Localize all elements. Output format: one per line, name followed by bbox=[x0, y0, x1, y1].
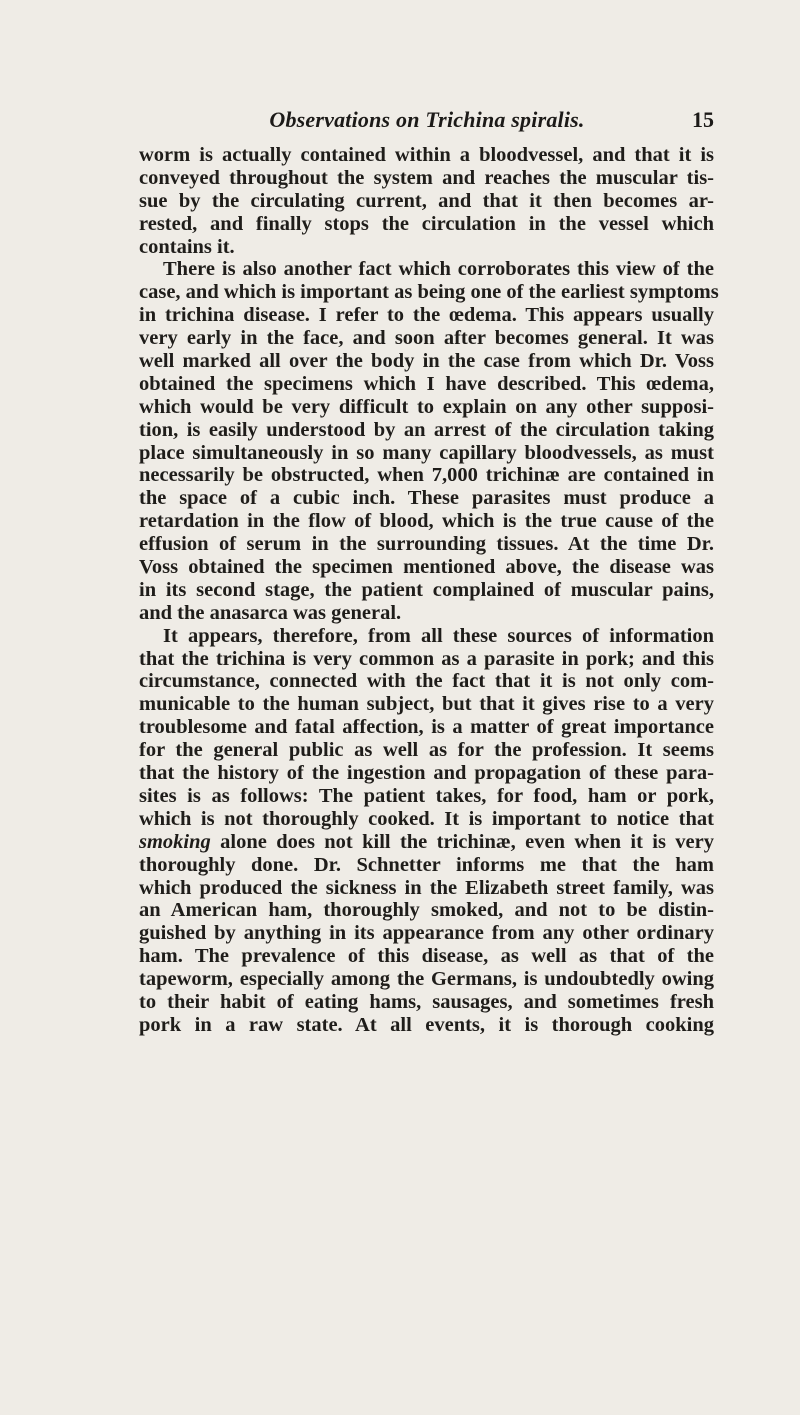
body-text bbox=[139, 144, 719, 1037]
text-line: that the history of the ingestion and propagation of these para- bbox=[139, 762, 714, 785]
text-line: effusion of serum in the surrounding tissues. At the time Dr. bbox=[139, 533, 714, 556]
text-line: retardation in the flow of blood, which is the true cause of the bbox=[139, 510, 714, 533]
page-number: 15 bbox=[692, 107, 714, 132]
text-line: obtained the specimens which I have described. This œdema, bbox=[139, 372, 714, 395]
text-line: necessarily be obstructed, when 7,000 trichinæ are contained in bbox=[139, 464, 714, 487]
paragraph-1 bbox=[139, 144, 714, 258]
text-line: case, and which is important as being one of the earliest symptoms bbox=[139, 281, 719, 304]
text-line-rest: alone does not kill the trichinæ, even when it is very bbox=[220, 830, 715, 853]
text-line: in trichina disease. I refer to the œdema. This appears usually bbox=[139, 304, 714, 327]
text-line: Voss obtained the specimen mentioned above, the disease was bbox=[139, 556, 714, 579]
text-line: sites is as follows: The patient takes, for food, ham or pork, bbox=[139, 784, 714, 807]
text-line: in its second stage, the patient complained of muscular pains, bbox=[139, 578, 714, 601]
text-line: worm is actually contained within a bloodvessel, and that it is bbox=[139, 144, 714, 166]
text-line: that the trichina is very common as a parasite in pork; and this bbox=[139, 647, 714, 670]
text-line: rested, and finally stops the circulation in the vessel which bbox=[139, 212, 714, 235]
text-line: to their habit of eating hams, sausages, and sometimes fresh bbox=[139, 990, 714, 1013]
text-line: for the general public as well as for the profession. It seems bbox=[139, 739, 714, 762]
text-line: tion, is easily understood by an arrest of the circulation taking bbox=[139, 418, 714, 441]
text-line: and the anasarca was general. bbox=[139, 601, 402, 624]
text-line: place simultaneously in so many capillary bloodvessels, as must bbox=[139, 441, 714, 464]
text-line: sue by the circulating current, and that it then becomes ar- bbox=[139, 189, 714, 212]
running-title: Observations on Trichina spiralis. bbox=[269, 107, 585, 132]
text-line: ham. The prevalence of this disease, as well as that of the bbox=[139, 945, 714, 968]
text-line: very early in the face, and soon after becomes general. It was bbox=[139, 327, 714, 350]
text-line: an American ham, thoroughly smoked, and not to be distin- bbox=[139, 899, 714, 922]
text-line: circumstance, connected with the fact that it is not only com- bbox=[139, 670, 714, 693]
text-line: guished by anything in its appearance from any other ordinary bbox=[139, 922, 714, 945]
text-line: tapeworm, especially among the Germans, is undoubtedly owing bbox=[139, 968, 714, 991]
text-line: which produced the sickness in the Elizabeth street family, was bbox=[139, 876, 714, 899]
text-line: troublesome and fatal affection, is a matter of great importance bbox=[139, 716, 714, 739]
emphasis-word: smoking bbox=[139, 830, 211, 853]
text-line: It appears, therefore, from all these sources of information bbox=[163, 624, 714, 647]
text-line: which is not thoroughly cooked. It is important to notice that bbox=[139, 807, 714, 830]
text-line: thoroughly done. Dr. Schnetter informs me that the ham bbox=[139, 853, 714, 876]
text-line: conveyed throughout the system and reaches the muscular tis- bbox=[139, 166, 714, 189]
text-line-with-emphasis bbox=[139, 831, 714, 854]
text-line: well marked all over the body in the case from which Dr. Voss bbox=[139, 350, 714, 373]
text-line: the space of a cubic inch. These parasites must produce a bbox=[139, 487, 714, 510]
paragraph-3 bbox=[139, 625, 714, 1037]
paragraph-2 bbox=[139, 258, 719, 624]
text-line: There is also another fact which corroborates this view of the bbox=[163, 258, 714, 281]
text-line: pork in a raw state. At all events, it is thorough cooking bbox=[139, 1013, 714, 1036]
text-line: contains it. bbox=[139, 235, 235, 258]
running-head bbox=[140, 107, 714, 137]
text-line: municable to the human subject, but that it gives rise to a very bbox=[139, 693, 714, 716]
text-line: which would be very difficult to explain on any other supposi- bbox=[139, 395, 714, 418]
